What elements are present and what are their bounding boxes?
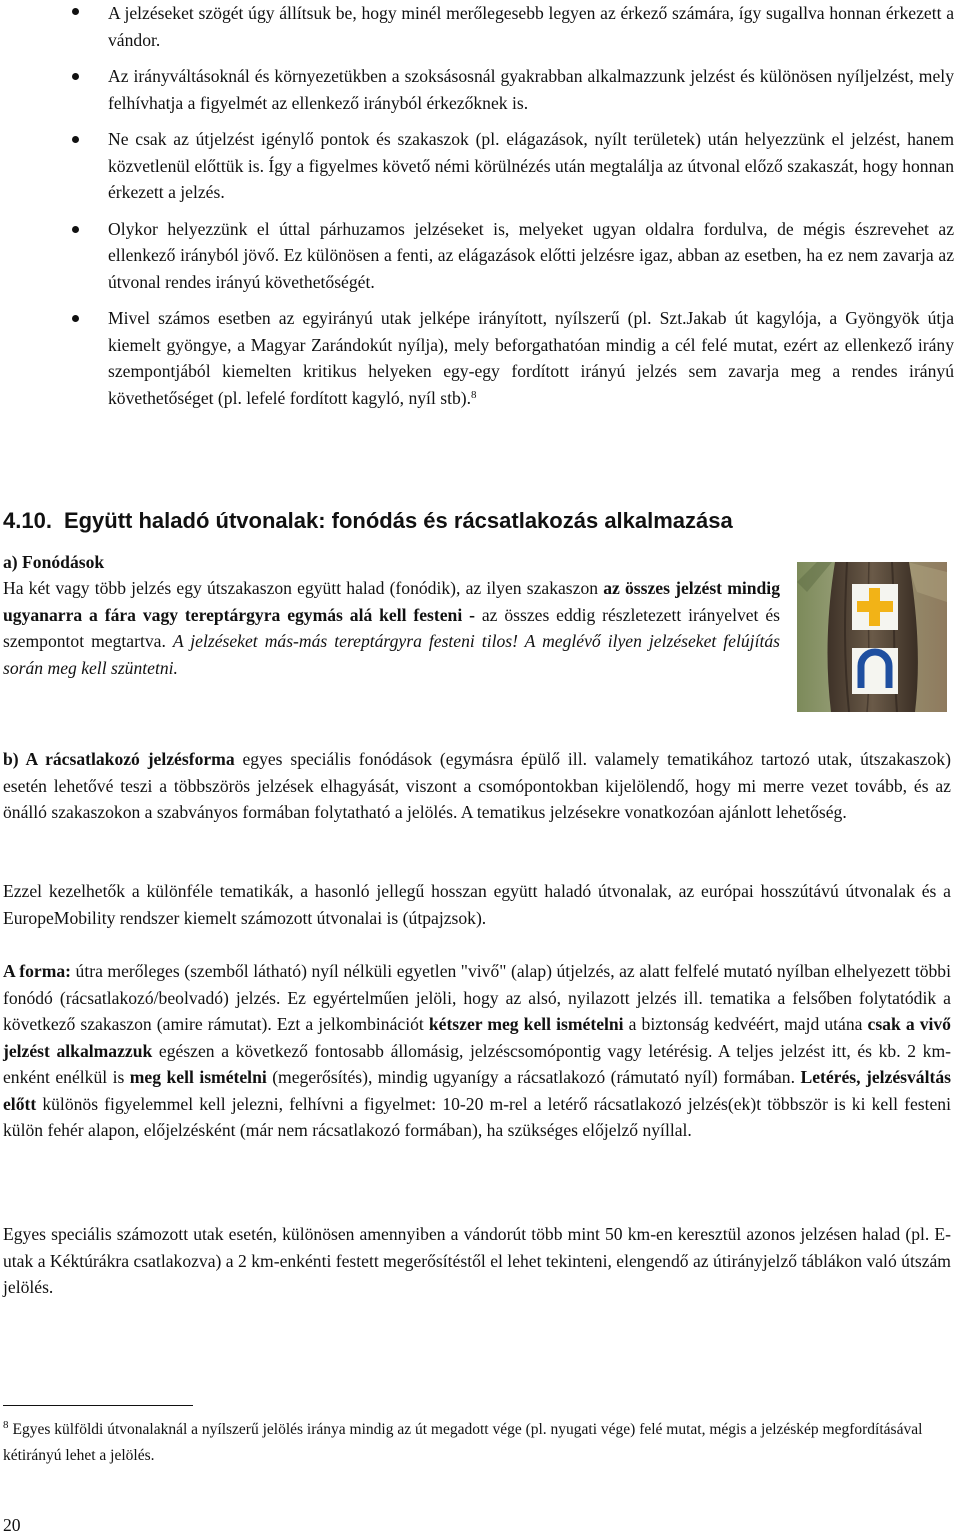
fonodasok-text-rest: az összes eddig részletezett irányelvet és szempontot megtartva. [3, 604, 780, 651]
fonodasok-italic-warning: A jelzéseket más-más tereptárgyra festeni tilos! A meglévő ilyen jelzéseket felújítás során meg kell szüntetni. [3, 631, 780, 678]
tree-trail-marker-photo [797, 562, 947, 712]
bullet-item-1 [0, 0, 960, 53]
fonodasok-paragraph [3, 575, 780, 681]
guideline-bullet-list [0, 0, 960, 421]
footnote-text: Egyes külföldi útvonalaknál a nyílszerű jelölés iránya mindig az út megadott vége (pl. nyugati vége) felé mutat, mégis a jelzéskép megfordításával kétirányú lehet a jelölés. [3, 1421, 923, 1464]
bullet-item-5 [0, 305, 960, 411]
footnote-reference[interactable]: 8 [471, 388, 477, 401]
forma-bold-1: A forma: [3, 961, 72, 981]
forma-bold-2: kétszer meg kell ismételni [428, 1014, 624, 1034]
forma-bold-5: Letérés, jelzésváltás előtt [3, 1067, 951, 1114]
racsatlakozo-text: egyes speciális fonódások (egymásra épülő ill. valamely tematikához tartozó utak, útszakaszok) esetén lehetővé teszi a többszörös jelzések elhagyását, viszont a csomópontokban kijelölendő, hogy mi merre vezet tovább, és az önálló szakaszokon a szabványos formában folytatható a jelölés. A tematikus jelzésekre vonatkozóan ajánlott lehetőség. [3, 749, 951, 822]
bullet-text: Olykor helyezzünk el úttal párhuzamos jelzéseket is, melyeket ugyan oldalra fordulva, de mégis észrevehet az ellenkező irányból jövő. Ez különösen a fenti, az elágazások előtti jelzésre igaz, abban az esetben, ha ez nem zavarja az útvonal rendes irányú követhetőségét. [108, 218, 954, 292]
bullet-item-4 [0, 216, 960, 296]
forma-text-1: útra merőleges (szemből látható) nyíl nélküli egyetlen "vivő" (alap) útjelzés, az alatt felfelé mutató nyílban elhelyezett többi fonódó (rácsatlakozó/beolvadó) jelzés. Ez egyértelműen jelöli, hogy az alsó, nyilazott jelzés ill. tematika a felsőben folytatódik a következő szakaszon (amire rámutat). Ezt a jelkombinációt [3, 961, 951, 1034]
fonodasok-subheading: a) Fonódások [3, 552, 105, 572]
forma-text-3: egészen a következő fontosabb állomásig, jelzéscsomópontig vagy letérésig. A teljes jelzést itt, és kb. 2 km-enként enélkül is [3, 1040, 951, 1087]
forma-bold-4: meg kell ismételni [129, 1067, 267, 1087]
footnote-separator [3, 1405, 193, 1406]
bullet-text: Az irányváltásoknál és környezetükben a szoksásosnál gyakrabban alkalmazzunk jelzést és különösen nyíljelzést, mely felhívhatja a figyelmét az ellenkező irányból érkezőknek is. [108, 66, 954, 113]
section-number: 4.10. [3, 508, 52, 533]
fonodasok-bold-rule: az összes jelzést mindig ugyanarra a fára vagy tereptárgyra egymás alá kell festeni - [3, 578, 780, 625]
footnote [3, 1417, 951, 1469]
forma-text-5: különös figyelemmel kell jelezni, felhívni a figyelmet: 10-20 m-rel a letérő rácsatlakozó jelzés(ek)t többször is ki kell festeni külön fehér alapon, előjelzésként (már nem rácsatlakozó formában), ha szükséges előjelző nyíllal. [3, 1093, 951, 1140]
bullet-text: Ne csak az útjelzést igénylő pontok és szakaszok (pl. elágazások, nyílt területek) után helyezzünk el jelzést, hanem közvetlenül előttük is. Így a figyelmes követő némi körülnézés után megtalálja az útvonal előző szakaszát, hogy honnan érkezett a jelzés. [108, 129, 954, 202]
forma-paragraph [3, 958, 951, 1144]
bullet-item-2 [0, 63, 960, 116]
ezzel-paragraph: Ezzel kezelhetők a különféle tematikák, a hasonló jellegű hosszan együtt haladó útvonalak, az európai hosszútávú útvonalak és a EuropeMobility rendszer kiemelt számozott útvonalai is (útpajzsok). [3, 881, 951, 928]
racsatlakozo-bold-lead: b) A rácsatlakozó jelzésforma [3, 749, 235, 769]
footnote-mark: 8 [3, 1419, 9, 1431]
forma-bold-3: csak a vivő jelzést alkalmazzuk [3, 1014, 951, 1061]
egyes-paragraph: Egyes speciális számozott utak esetén, különösen amennyiben a vándorút több mint 50 km-en keresztül azonos jelzésen halad (pl. E-utak a Kéktúrákra csatlakozva) a 2 km-enkénti festett megerősítéstől el lehet tekinteni, elengendő az útirányjelző táblákon való útszám jelölés. [3, 1224, 951, 1297]
bullet-text: A jelzéseket szögét úgy állítsuk be, hogy minél merőlegesebb legyen az érkező számára, így sugallva honnan érkezett a vándor. [108, 3, 954, 50]
page-number: 20 [3, 1515, 21, 1535]
bullet-text: Mivel számos esetben az egyirányú utak jelképe irányított, nyílszerű (pl. Szt.Jakab út kagylója, a Gyöngyök útja kiemelt gyöngye, a Magyar Zarándokút nyílja), mely beforgathatóan mindig a cél felé mutat, ezért az ellenkező irány szempontjából kiemelten kritikus helyeken egy-egy fordított irányú jelzés sem zavarja meg a rendes irányú követhetőséget (pl. lefelé fordított kagyló, nyíl stb). [108, 308, 954, 408]
tree-bark-image [797, 562, 947, 712]
section-title: Együtt haladó útvonalak: fonódás és rácsatlakozás alkalmazása [63, 508, 733, 533]
section-heading [3, 507, 733, 535]
bullet-item-3 [0, 126, 960, 206]
fonodasok-text: Ha két vagy több jelzés egy útszakaszon együtt halad (fonódik), az ilyen szakaszon [3, 578, 604, 598]
forma-text-2: a biztonság kedvéért, majd utána [623, 1014, 868, 1034]
racsatlakozo-paragraph [3, 746, 951, 826]
forma-text-4: (megerősítés), mindig ugyanígy a rácsatlakozó (rámutató nyíl) formában. [266, 1067, 801, 1087]
